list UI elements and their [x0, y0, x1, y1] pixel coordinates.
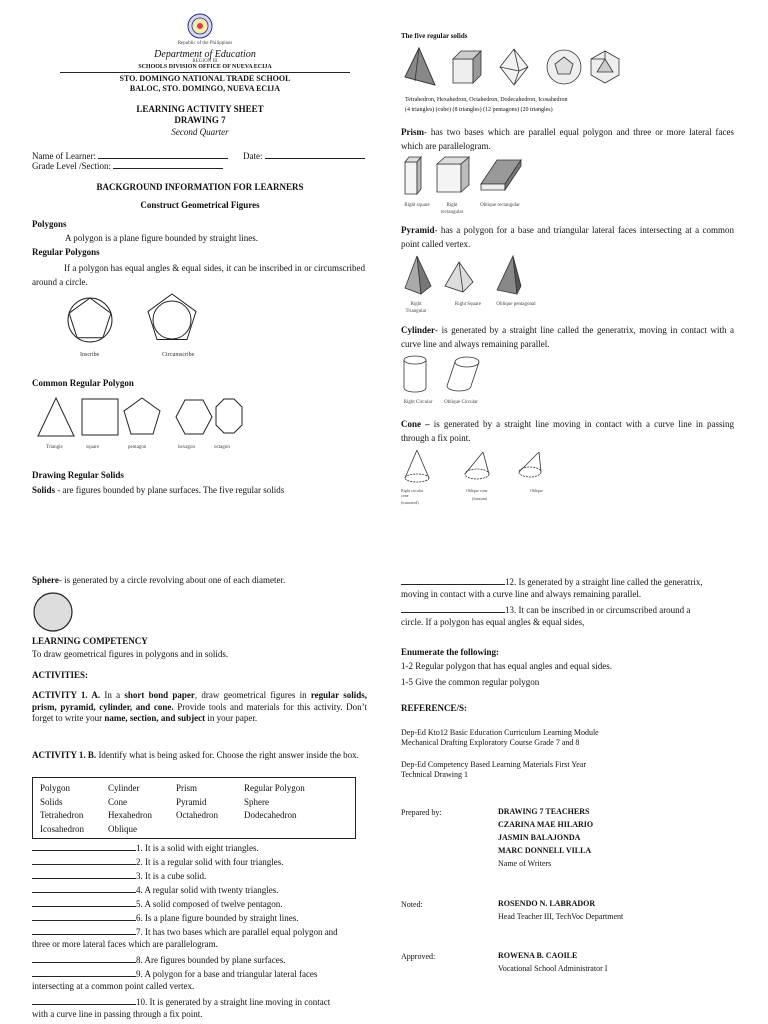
- cylinder-label-right: Right Circular: [403, 400, 433, 405]
- cylinder-text: - is generated by a straight line called the generatrix, moving in contact with a curve line and always remaining parallel.: [401, 325, 734, 350]
- question-text: 8. Are figures bounded by plane surfaces.: [136, 955, 286, 965]
- choice-solids: Solids: [40, 796, 63, 807]
- division-line: SCHOOLS DIVISION OFFICE OF NUEVA ECIJA: [138, 64, 272, 70]
- question-12: [401, 575, 736, 589]
- cone-sublabel-frustum: (frustum): [472, 496, 488, 501]
- octagon-shape: [216, 399, 242, 433]
- approved-label: Approved:: [401, 952, 436, 961]
- five-solids-title: The five regular solids: [401, 32, 468, 40]
- cone-term: Cone –: [401, 419, 430, 429]
- pyramid-label-right-triangular: Right Triangular: [405, 302, 427, 314]
- prepared-role: Name of Writers: [498, 859, 552, 868]
- pyramid-text: - has a polygon for a base and triangular lateral faces intersecting at a common point called vertex.: [401, 225, 734, 250]
- activity-1a-bold-3: name, section, and subject: [104, 713, 206, 724]
- region-line: REGION III: [192, 59, 218, 64]
- enumerate-title: Enumerate the following:: [401, 647, 499, 657]
- pyramid-label-right-square: Right Square: [454, 302, 482, 307]
- prism-label-oblique-rectangular: Oblique rectangular: [480, 203, 520, 208]
- quarter-label: Second Quarter: [171, 127, 229, 137]
- cone-text: is generated by a straight line moving in contact with a curve line in passing through a fix point.: [401, 419, 735, 444]
- cylinder-figure: [401, 354, 491, 396]
- activity-1b: [32, 750, 367, 762]
- prepared-name-2: CZARINA MAE HILARIO: [498, 820, 594, 829]
- cylinder-label-oblique: Oblique Circular: [444, 400, 478, 405]
- activity-1b-label: ACTIVITY 1. B.: [32, 750, 97, 760]
- prepared-name-4: MARC DONNELL VILLA: [498, 846, 592, 855]
- question-3: [32, 869, 367, 883]
- enumerate-item-2: 1-5 Give the common regular polygon: [401, 677, 540, 687]
- square-shape: [82, 399, 118, 435]
- common-polygons-figure: [34, 396, 249, 441]
- department-line: Department of Education: [154, 49, 256, 60]
- triangle-label: Triangle: [46, 445, 63, 450]
- question-text: 10. It is generated by a straight line moving in contact: [136, 997, 331, 1007]
- approved-role: Vocational School Administrator I: [498, 964, 608, 973]
- school-name: STO. DOMINGO NATIONAL TRADE SCHOOL: [119, 74, 291, 83]
- question-8: [32, 953, 367, 967]
- solids-definition: - are figures bounded by plane surfaces. The five regular solids: [55, 485, 285, 495]
- pentagon-shape: [124, 398, 160, 434]
- solids-title: Drawing Regular Solids: [32, 470, 124, 480]
- question-text: 9. A polygon for a base and triangular lateral faces: [136, 969, 318, 979]
- answer-blank[interactable]: [32, 967, 136, 977]
- prism-label-right-rectangular: Right rectangular: [440, 203, 464, 215]
- choices-box: [32, 777, 356, 839]
- answer-blank[interactable]: [32, 995, 136, 1005]
- answer-blank[interactable]: [32, 897, 136, 907]
- choice-octahedron: Octahedron: [176, 810, 218, 821]
- five-solids-figure: [401, 45, 626, 95]
- question-4: [32, 883, 367, 897]
- reference-1-line-1: Dep-Ed Kto12 Basic Education Curriculum Learning Module: [401, 728, 599, 737]
- activity-1a-label: ACTIVITY 1. A.: [32, 690, 101, 700]
- choices-row: [39, 796, 306, 810]
- polygons-title: Polygons: [32, 219, 67, 229]
- school-address: BALOC, STO. DOMINGO, NUEVA ECIJA: [129, 84, 281, 93]
- choice-regular-polygon: Regular Polygon: [244, 783, 305, 793]
- reference-title: REFERENCE/S:: [401, 703, 468, 713]
- answer-blank[interactable]: [32, 869, 136, 879]
- name-label: Name of Learner:: [32, 151, 96, 161]
- sphere-text: - is generated by a circle revolving about one of each diameter.: [58, 575, 286, 585]
- choice-hexahedron: Hexahedron: [108, 810, 152, 821]
- choices-row: [39, 809, 306, 823]
- prepared-label: Prepared by:: [401, 808, 442, 817]
- reference-2-line-2: Technical Drawing 1: [401, 770, 468, 779]
- choice-oblique: Oblique: [108, 824, 137, 835]
- question-12-continued: moving in contact with a curve line and always remaining parallel.: [401, 589, 642, 599]
- question-text: 7. It has two bases which are parallel equal polygon and: [136, 927, 338, 937]
- sphere-figure: [32, 591, 74, 633]
- cone-figure: [401, 448, 551, 486]
- answer-blank[interactable]: [32, 883, 136, 893]
- sheet-title: LEARNING ACTIVITY SHEET: [136, 104, 264, 114]
- activity-1a-text-4: in your paper.: [205, 713, 258, 724]
- prism-figure: [401, 154, 531, 200]
- enumerate-item-1: 1-2 Regular polygon that has equal angles and equal sides.: [401, 661, 612, 671]
- sphere-term: Sphere: [32, 575, 59, 585]
- date-row: [243, 149, 365, 163]
- choices-table: [39, 782, 306, 837]
- sphere-definition: [32, 575, 372, 587]
- reference-1-line-2: Mechanical Drafting Exploratory Course Grade 7 and 8: [401, 738, 580, 747]
- question-9-continued: intersecting at a common point called vertex.: [32, 981, 195, 991]
- question-13: [401, 603, 736, 617]
- pyramid-term: Pyramid: [401, 225, 435, 235]
- grade-blank[interactable]: [113, 159, 223, 169]
- subject-title: DRAWING 7: [174, 115, 226, 125]
- pentagon-label: pentagon: [128, 445, 147, 450]
- prism-text: - has two bases which are parallel equal polygon and three or more lateral faces which are parallelogram.: [401, 127, 734, 152]
- choice-prism: Prism: [176, 783, 198, 793]
- choice-cylinder: Cylinder: [108, 783, 140, 793]
- pyramid-figure: [401, 254, 531, 298]
- hexagon-shape: [176, 400, 212, 434]
- prepared-name-1: DRAWING 7 TEACHERS: [498, 807, 590, 816]
- noted-role: Head Teacher III, TechVoc Department: [498, 912, 624, 921]
- question-text: 5. A solid composed of twelve pentagon.: [136, 899, 283, 909]
- solids-term: Solids: [32, 485, 56, 495]
- choice-polygon: Polygon: [40, 783, 71, 793]
- prism-label-right-square: Right square: [404, 203, 430, 208]
- question-6: [32, 911, 367, 925]
- common-title: Common Regular Polygon: [32, 378, 134, 388]
- question-text: 12. Is generated by a straight line called the generatrix,: [505, 577, 703, 587]
- circumscribe-label: Circumscribe: [162, 352, 195, 358]
- answer-blank[interactable]: [401, 603, 505, 613]
- noted-name: ROSENDO N. LABRADOR: [498, 899, 596, 908]
- question-2: [32, 855, 367, 869]
- regular-title: Regular Polygons: [32, 247, 100, 257]
- cone-label-oblique-2: Oblique: [530, 488, 543, 493]
- question-text: 3. It is a cube solid.: [136, 871, 207, 881]
- activity-1a-text-1: In a: [100, 690, 125, 700]
- activity-1a-text-2: , draw geometrical figures in: [194, 690, 311, 700]
- question-1: [32, 841, 367, 855]
- circumscribe-figure: [146, 293, 198, 345]
- cone-definition: [401, 417, 734, 446]
- choice-cone: Cone: [108, 796, 127, 807]
- answer-blank[interactable]: [401, 575, 505, 585]
- competency-title: LEARNING COMPETENCY: [32, 636, 148, 646]
- question-9: [32, 967, 367, 981]
- choice-dodecahedron: Dodecahedron: [244, 810, 297, 821]
- question-text: 1. It is a solid with eight triangles.: [136, 843, 259, 853]
- question-13-continued: circle. If a polygon has equal angles & equal sides,: [401, 617, 585, 627]
- question-7-continued: three or more lateral faces which are parallelogram.: [32, 939, 218, 949]
- pyramid-label-oblique-pentagonal: Oblique pentagonal: [496, 302, 536, 307]
- choices-row: [39, 823, 306, 837]
- answer-blank[interactable]: [32, 953, 136, 963]
- answer-blank[interactable]: [32, 841, 136, 851]
- grade-label: Grade Level /Section:: [32, 161, 111, 171]
- cylinder-definition: [401, 323, 734, 352]
- name-blank[interactable]: [98, 149, 228, 159]
- cone-label-right: Right circular cone: [401, 488, 424, 499]
- polygons-text: A polygon is a plane figure bounded by straight lines.: [65, 233, 258, 243]
- answer-blank[interactable]: [32, 855, 136, 865]
- activity-1a-bold-1: short bond paper: [124, 690, 195, 700]
- activities-title: ACTIVITIES:: [32, 670, 89, 680]
- inscribe-figure: [65, 295, 115, 345]
- grade-row: [32, 159, 223, 173]
- pyramid-definition: [401, 223, 734, 252]
- inscribe-label: Inscribe: [80, 352, 100, 358]
- noted-label: Noted:: [401, 900, 423, 909]
- cylinder-term: Cylinder: [401, 325, 436, 335]
- header-rule: [60, 72, 350, 73]
- solids-text: [32, 485, 372, 497]
- background-subheading: Construct Geometrical Figures: [140, 200, 260, 210]
- competency-text: To draw geometrical figures in polygons and in solids.: [32, 649, 229, 659]
- question-text: 13. It can be inscribed in or circumscribed around a: [505, 605, 691, 615]
- choices-row: [39, 782, 306, 796]
- reference-2-line-1: Dep-Ed Competency Based Learning Materials First Year: [401, 760, 587, 769]
- answer-blank[interactable]: [32, 911, 136, 921]
- background-heading: BACKGROUND INFORMATION FOR LEARNERS: [96, 182, 304, 192]
- five-solids-faces: (4 triangles) (cube) (8 triangles) (12 pentagons) (20 triangles): [405, 107, 553, 113]
- republic-line: Republic of the Philippines: [177, 41, 233, 46]
- date-blank[interactable]: [265, 149, 365, 159]
- triangle-shape: [38, 398, 74, 436]
- five-solids-names: Tetrahedron, Hexahedron, Octahedron, Dodecahedron, Icosahedron: [405, 97, 568, 103]
- activity-1a-text-3: Provide tools and materials for this activity. Don’t forget to write your: [32, 701, 367, 724]
- activity-1b-text: Identify what is being asked for. Choose the right answer inside the box.: [96, 750, 359, 760]
- prism-definition: [401, 125, 734, 154]
- choice-sphere: Sphere: [244, 796, 269, 807]
- question-text: 2. It is a regular solid with four triangles.: [136, 857, 284, 867]
- cone-label-oblique: Oblique cone: [466, 488, 488, 493]
- regular-text: If a polygon has equal angles & equal sides, it can be inscribed in or circumscribed around a circle.: [32, 263, 365, 288]
- answer-blank[interactable]: [32, 925, 136, 935]
- prism-term: Prism: [401, 127, 424, 137]
- prepared-name-3: JASMIN BALAJONDA: [498, 833, 581, 842]
- date-label: Date:: [243, 151, 263, 161]
- question-10: [32, 995, 367, 1009]
- choice-icosahedron: Icosahedron: [40, 824, 84, 835]
- question-5: [32, 897, 367, 911]
- cone-sublabel-truncated: (truncated): [401, 500, 419, 505]
- square-label: square: [86, 445, 100, 450]
- question-text: 4. A regular solid with twenty triangles.: [136, 885, 279, 895]
- deped-seal: [187, 13, 213, 39]
- question-text: 6. Is a plane figure bounded by straight lines.: [136, 913, 299, 923]
- choice-tetrahedron: Tetrahedron: [40, 810, 84, 821]
- approved-name: ROWENA B. CAOILE: [498, 951, 578, 960]
- question-10-continued: with a curve line in passing through a fix point.: [32, 1009, 203, 1019]
- question-7: [32, 925, 367, 939]
- activity-1a: [32, 690, 367, 725]
- hexagon-label: hexagon: [178, 445, 195, 450]
- choice-pyramid: Pyramid: [176, 796, 207, 807]
- activity-1a-bold-2: regular solids, prism, pyramid, cylinder, and cone.: [32, 690, 367, 712]
- octagon-label: octagon: [214, 445, 230, 450]
